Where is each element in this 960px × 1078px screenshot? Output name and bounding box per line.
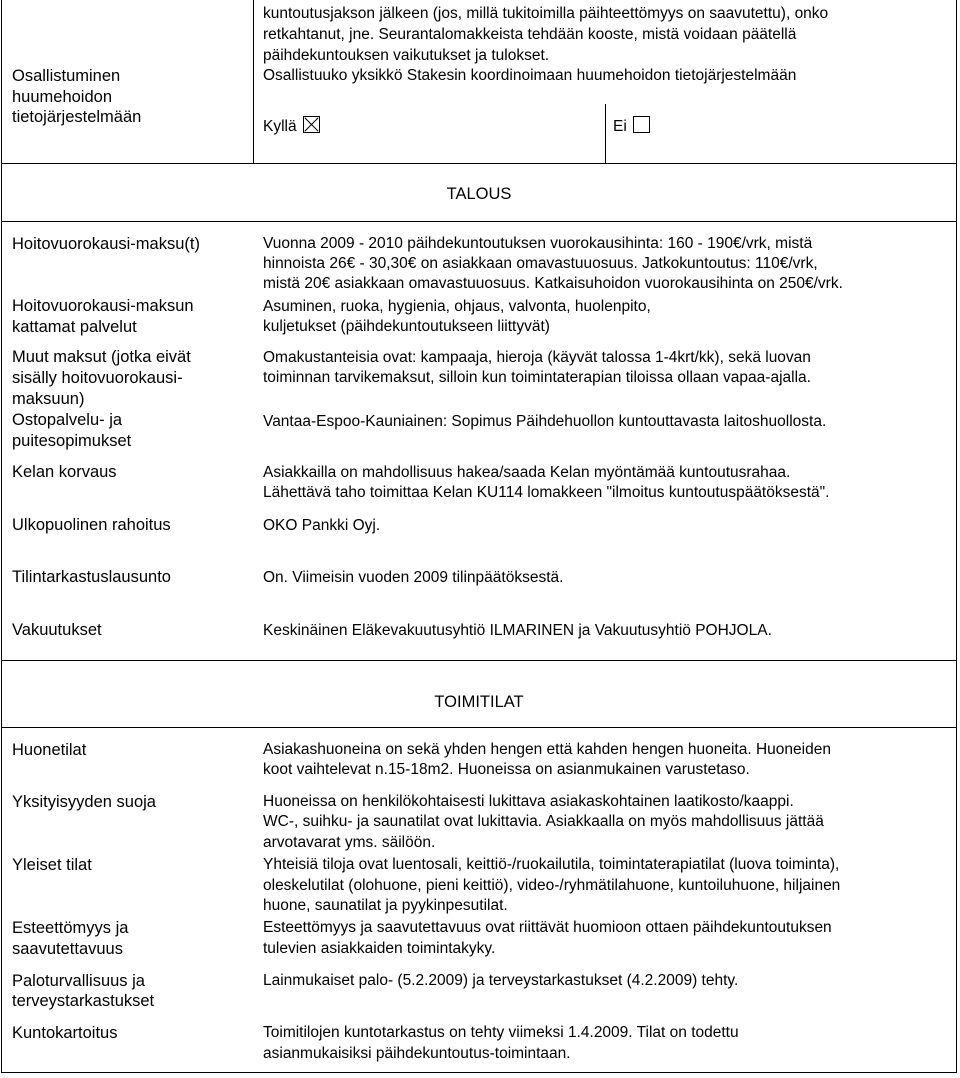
text-line: Omakustanteisia ovat: kampaaja, hieroja (käyvät talossa 1-4krt/kk), sekä luovan <box>263 349 811 366</box>
top-table-border-right <box>956 0 957 164</box>
text-line: Lainmukaiset palo- (5.2.2009) ja terveystarkastukset (4.2.2009) tehty. <box>263 972 739 989</box>
ostopalvelu-label: puitesopimukset <box>12 432 132 450</box>
tilintarkastuslausunto-label: Tilintarkastuslausunto <box>12 568 171 586</box>
text-line: kuntoutusjakson jälkeen (jos, millä tukitoimilla päihteettömyys on saavutettu), onko <box>263 5 829 22</box>
kelan-korvaus-label: Kelan korvaus <box>12 463 117 481</box>
text-line: Vuonna 2009 - 2010 päihdekuntoutuksen vuorokausihinta: 160 - 190€/vrk, mistä <box>263 235 813 252</box>
yes-option[interactable] <box>263 116 320 138</box>
muut-maksut-label: maksuun) <box>12 390 85 408</box>
text-line: toiminnan tarvikemaksut, silloin kun toimintaterapian tiloissa ollaan vapaa-ajalla. <box>263 369 811 386</box>
talous-rows-bottom <box>1 660 957 661</box>
muut-maksut-label: Muut maksut (jotka eivät <box>12 348 191 366</box>
paloturvallisuus-label: terveystarkastukset <box>12 992 155 1010</box>
text-line: mistä 20€ asiakkaan omavastuuosuus. Katkaisuhoidon vuorokausihinta on 250€/vrk. <box>263 275 843 292</box>
yes-label: Kyllä <box>263 118 297 135</box>
text-line: huone, saunatilat ja pyykinpesutilat. <box>263 897 508 914</box>
text-line: Asiakashuoneina on sekä yhden hengen että kahden hengen huoneita. Huoneiden <box>263 741 831 758</box>
label-line: tietojärjestelmään <box>12 108 142 126</box>
text-line: Keskinäinen Eläkevakuutusyhtiö ILMARINEN ja Vakuutusyhtiö POHJOLA. <box>263 622 772 639</box>
muut-maksut-label: sisälly hoitovuorokausi- <box>12 369 183 387</box>
text-line: Esteettömyys ja saavutettavuus ovat riittävät huomioon ottaen päihdekuntoutuksen <box>263 919 832 936</box>
ulkopuolinen-rahoitus-label: Ulkopuolinen rahoitus <box>12 516 171 534</box>
esteettomyys-label: saavutettavuus <box>12 940 123 958</box>
text-line: Huoneissa on henkilökohtaisesti lukittava asiakaskohtainen laatikosto/kaappi. <box>263 793 794 810</box>
kattamat-palvelut-label: Hoitovuorokausi-maksun <box>12 297 194 315</box>
text-line: arvotavarat yms. säilöön. <box>263 834 436 851</box>
text-line: asianmukaisiksi päihdekuntoutus-toimintaan. <box>263 1045 571 1062</box>
text-line: Yhteisiä tiloja ovat luentosali, keittiö-/ruokailutila, toimintaterapiatilat (luova toiminta), <box>263 856 840 873</box>
text-line: kuljetukset (päihdekuntoutukseen liittyvät) <box>263 318 550 335</box>
talous-box-bottom <box>1 221 957 222</box>
stakes-question: Osallistuuko yksikkö Stakesin koordinoimaan huumehoidon tietojärjestelmään <box>263 67 797 84</box>
text-line: WC-, suihku- ja saunatilat ovat lukittavia. Asiakkaalla on myös mahdollisuus jättää <box>263 813 824 830</box>
paloturvallisuus-label: Paloturvallisuus ja <box>12 972 145 990</box>
label-line: Osallistuminen <box>12 67 121 85</box>
text-line: koot vaihtelevat n.15-18m2. Huoneissa on asianmukainen varustetaso. <box>263 761 750 778</box>
vakuutukset-label: Vakuutukset <box>12 621 102 639</box>
yes-checkbox-checked-icon[interactable] <box>303 116 320 133</box>
text-line: päihdekuntouksen vaikutukset ja tulokset. <box>263 47 550 64</box>
no-option[interactable] <box>613 116 650 138</box>
no-checkbox-empty-icon[interactable] <box>633 116 650 133</box>
ostopalvelu-label: Ostopalvelu- ja <box>12 411 123 429</box>
top-table-border-left <box>1 0 2 164</box>
esteettomyys-label: Esteettömyys ja <box>12 919 129 937</box>
toimitilat-rows-right <box>956 727 957 1073</box>
top-table-divider-options <box>605 104 606 164</box>
text-line: hinnoista 26€ - 30,30€ on asiakkaan omavastuuosuus. Jatkokuntoutus: 110€/vrk, <box>263 255 818 272</box>
talous-heading: TALOUS <box>446 185 512 203</box>
text-line: On. Viimeisin vuoden 2009 tilinpäätöksestä. <box>263 569 564 586</box>
top-table-divider-main <box>253 0 254 164</box>
huonetilat-label: Huonetilat <box>12 741 87 759</box>
toimitilat-heading: TOIMITILAT <box>434 693 524 711</box>
kattamat-palvelut-label: kattamat palvelut <box>12 318 137 336</box>
text-line: Asiakkailla on mahdollisuus hakea/saada Kelan myöntämää kuntoutusrahaa. <box>263 464 791 481</box>
yleiset-tilat-label: Yleiset tilat <box>12 856 92 874</box>
talous-rows-right <box>956 221 957 661</box>
toimitilat-box-bottom <box>1 727 957 728</box>
yksityisyyden-suoja-label: Yksityisyyden suoja <box>12 793 156 811</box>
text-line: OKO Pankki Oyj. <box>263 517 381 534</box>
toimitilat-rows-bottom <box>1 1072 957 1073</box>
toimitilat-rows-left <box>1 727 2 1073</box>
no-label: Ei <box>613 118 627 135</box>
text-line: oleskelutilat (olohuone, pieni keittiö), video-/ryhmätilahuone, kuntoiluhuone, hiljainen <box>263 877 841 894</box>
text-line: Vantaa-Espoo-Kauniainen: Sopimus Päihdehuollon kuntouttavasta laitoshuollosta. <box>263 413 827 430</box>
hoitovuorokausimaksu-label: Hoitovuorokausi-maksu(t) <box>12 235 200 253</box>
stakes-row-label <box>12 66 247 128</box>
text-line: Lähettävä taho toimittaa Kelan KU114 lomakkeen "ilmoitus kuntoutuspäätöksestä". <box>263 484 830 501</box>
label-line: huumehoidon <box>12 87 112 106</box>
talous-box-top <box>1 163 957 164</box>
text-line: Toimitilojen kuntotarkastus on tehty viimeksi 1.4.2009. Tilat on todettu <box>263 1024 739 1041</box>
text-line: Asuminen, ruoka, hygienia, ohjaus, valvonta, huolenpito, <box>263 298 651 315</box>
text-line: retkahtanut, jne. Seurantalomakkeista tehdään kooste, mistä voidaan päätellä <box>263 26 797 43</box>
text-line: tulevien asiakkaiden toimintakyky. <box>263 940 496 957</box>
talous-rows-left <box>1 221 2 661</box>
kuntokartoitus-label: Kuntokartoitus <box>12 1024 118 1042</box>
